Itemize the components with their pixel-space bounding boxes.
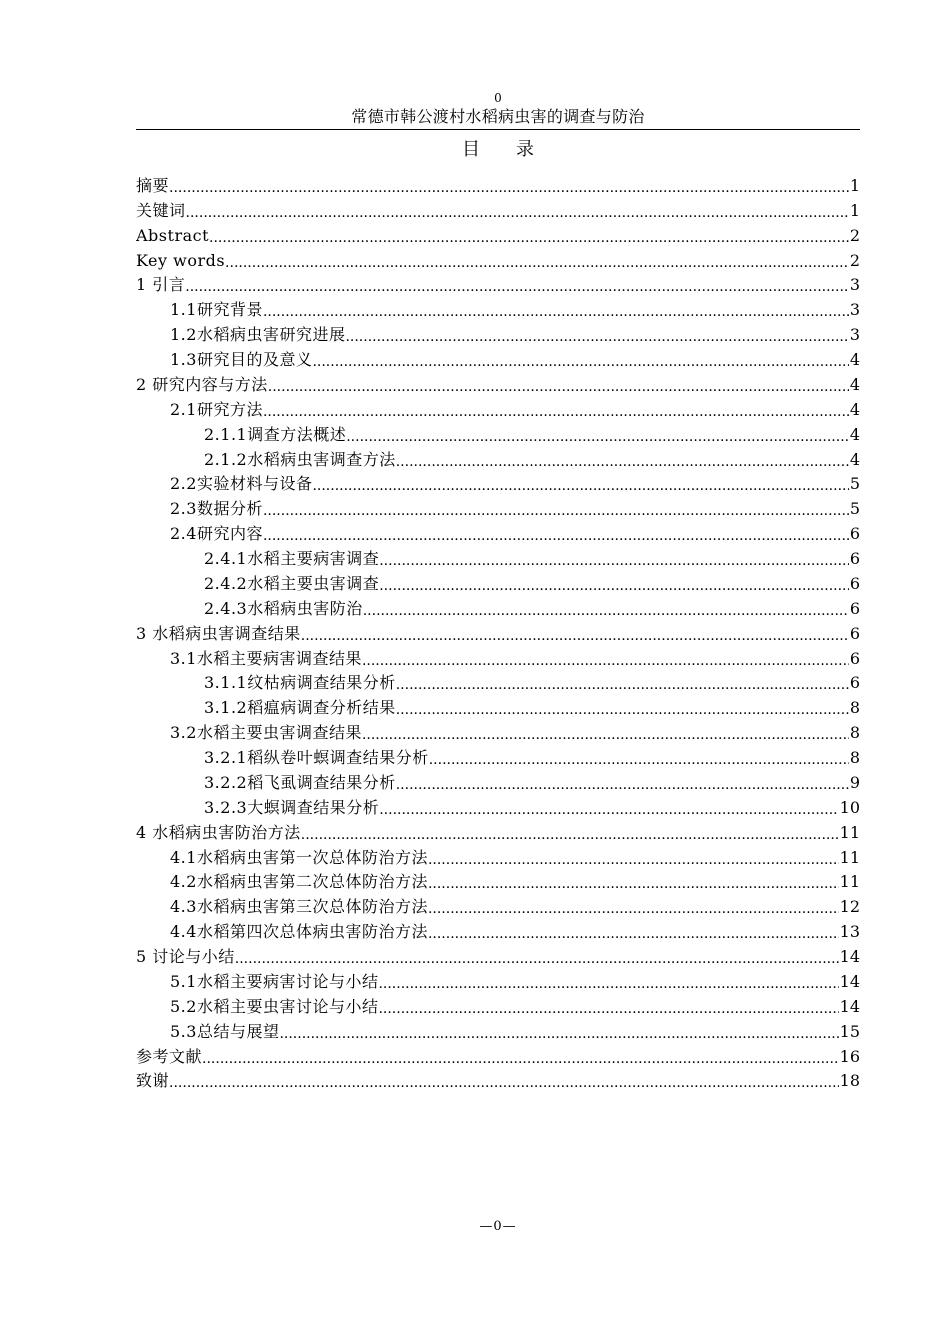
toc-entry-page: 5 xyxy=(849,474,860,494)
toc-entry-page: 4 xyxy=(849,449,860,469)
toc-entry-label: 3.2.1稻纵卷叶螟调查结果分析 xyxy=(204,748,429,767)
toc-entry-page: 6 xyxy=(849,598,860,618)
toc-entry-page: 11 xyxy=(839,872,860,892)
toc-entry-page: 10 xyxy=(839,797,860,817)
toc-entry[interactable] xyxy=(136,422,860,447)
toc-dot-leader xyxy=(263,503,849,519)
toc-dot-leader xyxy=(169,180,849,196)
header-page-number: 0 xyxy=(494,91,502,105)
toc-entry-label: 3 水稻病虫害调查结果 xyxy=(136,623,301,643)
toc-entry-label: 4.3水稻病虫害第三次总体防治方法 xyxy=(170,897,428,917)
toc-entry[interactable] xyxy=(136,496,860,521)
toc-entry[interactable] xyxy=(136,1044,860,1069)
toc-entry[interactable] xyxy=(136,1069,860,1094)
toc-entry-page: 4 xyxy=(849,350,860,369)
toc-dot-leader xyxy=(379,553,849,569)
toc-entry-label: 3.1.2稻瘟病调查分析结果 xyxy=(204,698,396,718)
toc-dot-leader xyxy=(169,1075,839,1091)
toc-entry-page: 14 xyxy=(839,971,860,991)
toc-entry-page: 6 xyxy=(849,648,860,668)
toc-entry-page: 6 xyxy=(849,673,860,693)
toc-entry-page: 11 xyxy=(839,847,860,867)
toc-entry[interactable] xyxy=(136,372,860,397)
toc-entry-page: 6 xyxy=(849,623,860,643)
toc-entry-label: 5.1水稻主要病害讨论与小结 xyxy=(170,971,379,991)
toc-entry-label: 5.2水稻主要虫害讨论与小结 xyxy=(170,996,379,1016)
toc-entry[interactable] xyxy=(136,745,860,770)
toc-entry-page: 18 xyxy=(839,1071,860,1091)
toc-entry-page: 6 xyxy=(849,524,860,544)
toc-dot-leader xyxy=(263,304,849,320)
toc-entry-label: 参考文献 xyxy=(136,1046,203,1066)
toc-entry[interactable] xyxy=(136,571,860,596)
toc-dot-leader xyxy=(428,852,839,868)
toc-entry-page: 9 xyxy=(849,772,860,792)
toc-entry-label: 4 水稻病虫害防治方法 xyxy=(136,822,301,842)
toc-entry-page: 13 xyxy=(839,922,860,942)
toc-entry[interactable] xyxy=(136,820,860,845)
toc-entry-label: 2 研究内容与方法 xyxy=(136,374,268,394)
toc-entry-page: 3 xyxy=(849,325,860,345)
toc-entry[interactable] xyxy=(136,671,860,696)
toc-dot-leader xyxy=(346,429,849,445)
toc-entry-page: 4 xyxy=(849,399,860,419)
toc-dot-leader xyxy=(396,777,849,793)
toc-entry[interactable] xyxy=(136,521,860,546)
toc-entry-page: 8 xyxy=(849,748,860,767)
toc-dot-leader xyxy=(279,1026,838,1042)
toc-dot-leader xyxy=(396,702,849,718)
toc-entry-page: 4 xyxy=(849,424,860,444)
toc-entry-page: 6 xyxy=(849,573,860,593)
toc-entry[interactable] xyxy=(136,969,860,994)
toc-entry-label: 4.2水稻病虫害第二次总体防治方法 xyxy=(170,872,428,892)
toc-entry-label: 1.1研究背景 xyxy=(170,300,263,320)
footer-page-number: —0— xyxy=(479,1219,517,1234)
toc-entry-label: Abstract xyxy=(136,225,210,245)
toc-entry[interactable] xyxy=(136,894,860,919)
running-header-title: 常德市韩公渡村水稻病虫害的调查与防治 xyxy=(351,107,645,126)
toc-entry-label: 2.3数据分析 xyxy=(170,499,263,519)
toc-entry-label: 3.2水稻主要虫害调查结果 xyxy=(170,723,362,743)
toc-entry-page: 1 xyxy=(849,175,860,195)
header-rule xyxy=(136,129,860,130)
toc-dot-leader xyxy=(362,727,849,743)
toc-dot-leader xyxy=(345,329,848,345)
toc-dot-leader xyxy=(312,478,848,494)
toc-entry-label: 1 引言 xyxy=(136,275,186,295)
toc-entry-page: 8 xyxy=(849,723,860,743)
toc-entry-page: 16 xyxy=(839,1046,860,1066)
toc-entry-label: 3.1.1纹枯病调查结果分析 xyxy=(204,673,396,693)
toc-dot-leader xyxy=(186,205,849,221)
toc-entry-page: 1 xyxy=(849,200,860,220)
toc-dot-leader xyxy=(379,578,849,594)
toc-entry-page: 3 xyxy=(849,300,860,320)
toc-dot-leader xyxy=(312,354,848,370)
toc-dot-leader xyxy=(301,628,849,644)
toc-entry[interactable] xyxy=(136,173,860,198)
toc-dot-leader xyxy=(225,255,849,271)
toc-entry-page: 12 xyxy=(839,897,860,917)
toc-entry[interactable] xyxy=(136,347,860,372)
toc-dot-leader xyxy=(235,951,839,967)
toc-entry-label: 2.2实验材料与设备 xyxy=(170,474,313,494)
toc-entry[interactable] xyxy=(136,845,860,870)
toc-entry[interactable] xyxy=(136,621,860,646)
toc-entry[interactable] xyxy=(136,944,860,969)
toc-entry-label: 2.4.2水稻主要虫害调查 xyxy=(204,573,380,593)
toc-entry[interactable] xyxy=(136,720,860,745)
toc-dot-leader xyxy=(301,827,839,843)
toc-entry[interactable] xyxy=(136,223,860,248)
toc-dot-leader xyxy=(268,379,849,395)
toc-entry-page: 6 xyxy=(849,549,860,568)
toc-entry-label: 2.4研究内容 xyxy=(170,524,263,544)
toc-entry-page: 14 xyxy=(839,947,860,966)
toc-entry-label: 关键词 xyxy=(136,200,186,220)
toc-dot-leader xyxy=(202,1051,839,1067)
toc-entry[interactable] xyxy=(136,198,860,223)
toc-entry[interactable] xyxy=(136,273,860,298)
toc-entry[interactable] xyxy=(136,795,860,820)
toc-entry[interactable] xyxy=(136,695,860,720)
toc-dot-leader xyxy=(378,976,838,992)
toc-entry[interactable] xyxy=(136,397,860,422)
toc-entry-page: 15 xyxy=(839,1021,860,1041)
toc-entry-page: 4 xyxy=(849,374,860,394)
toc-dot-leader xyxy=(263,404,849,420)
toc-entry-label: 3.2.2稻飞虱调查结果分析 xyxy=(204,772,396,792)
toc-entry-label: 1.3研究目的及意义 xyxy=(170,350,313,369)
toc-entry-label: 3.1水稻主要病害调查结果 xyxy=(170,648,362,668)
toc-entry[interactable] xyxy=(136,596,860,621)
toc-dot-leader xyxy=(396,454,849,470)
toc-entry-label: 2.4.1水稻主要病害调查 xyxy=(204,549,380,568)
toc-entry[interactable] xyxy=(136,646,860,671)
toc-entry-label: 3.2.3大螟调查结果分析 xyxy=(204,797,380,817)
toc-entry-page: 2 xyxy=(849,250,860,270)
toc-entry-page: 3 xyxy=(849,275,860,295)
toc-dot-leader xyxy=(209,230,849,246)
toc-entry-page: 14 xyxy=(839,996,860,1016)
toc-entry-label: 2.1.1调查方法概述 xyxy=(204,424,347,444)
toc-entry[interactable] xyxy=(136,472,860,497)
toc-entry[interactable] xyxy=(136,919,860,944)
toc-entry-label: 4.1水稻病虫害第一次总体防治方法 xyxy=(170,847,428,867)
toc-entry-page: 11 xyxy=(839,822,860,842)
toc-entry-page: 2 xyxy=(849,225,860,245)
toc-entry-label: 5 讨论与小结 xyxy=(136,947,235,966)
toc-dot-leader xyxy=(185,279,849,295)
toc-entry-label: 2.4.3水稻病虫害防治 xyxy=(204,598,363,618)
toc-dot-leader xyxy=(429,752,849,768)
toc-dot-leader xyxy=(378,1001,838,1017)
toc-entry-label: Key words xyxy=(136,250,226,270)
toc-heading: 目录 xyxy=(462,139,570,160)
toc-entry[interactable] xyxy=(136,546,860,571)
toc-entry-label: 摘要 xyxy=(136,175,170,195)
toc-entry[interactable] xyxy=(136,248,860,273)
toc-dot-leader xyxy=(428,901,839,917)
toc-entry-label: 2.1.2水稻病虫害调查方法 xyxy=(204,449,396,469)
toc-dot-leader xyxy=(362,653,849,669)
toc-entry-page: 5 xyxy=(849,499,860,519)
toc-dot-leader xyxy=(263,528,849,544)
toc-entry-label: 1.2水稻病虫害研究进展 xyxy=(170,325,346,345)
toc-dot-leader xyxy=(363,603,849,619)
toc-entry[interactable] xyxy=(136,297,860,322)
toc-entry[interactable] xyxy=(136,870,860,895)
toc-entry-page: 8 xyxy=(849,698,860,718)
toc-entry-label: 4.4水稻第四次总体病虫害防治方法 xyxy=(170,922,428,942)
toc-dot-leader xyxy=(379,802,838,818)
toc-entry-label: 5.3总结与展望 xyxy=(170,1021,280,1041)
toc-dot-leader xyxy=(428,926,839,942)
table-of-contents xyxy=(136,173,860,1093)
toc-entry[interactable] xyxy=(136,994,860,1019)
toc-entry[interactable] xyxy=(136,322,860,347)
toc-dot-leader xyxy=(428,876,839,892)
toc-dot-leader xyxy=(396,677,849,693)
toc-entry[interactable] xyxy=(136,447,860,472)
toc-entry[interactable] xyxy=(136,1019,860,1044)
toc-entry-label: 2.1研究方法 xyxy=(170,399,263,419)
toc-entry[interactable] xyxy=(136,770,860,795)
toc-entry-label: 致谢 xyxy=(136,1071,170,1091)
